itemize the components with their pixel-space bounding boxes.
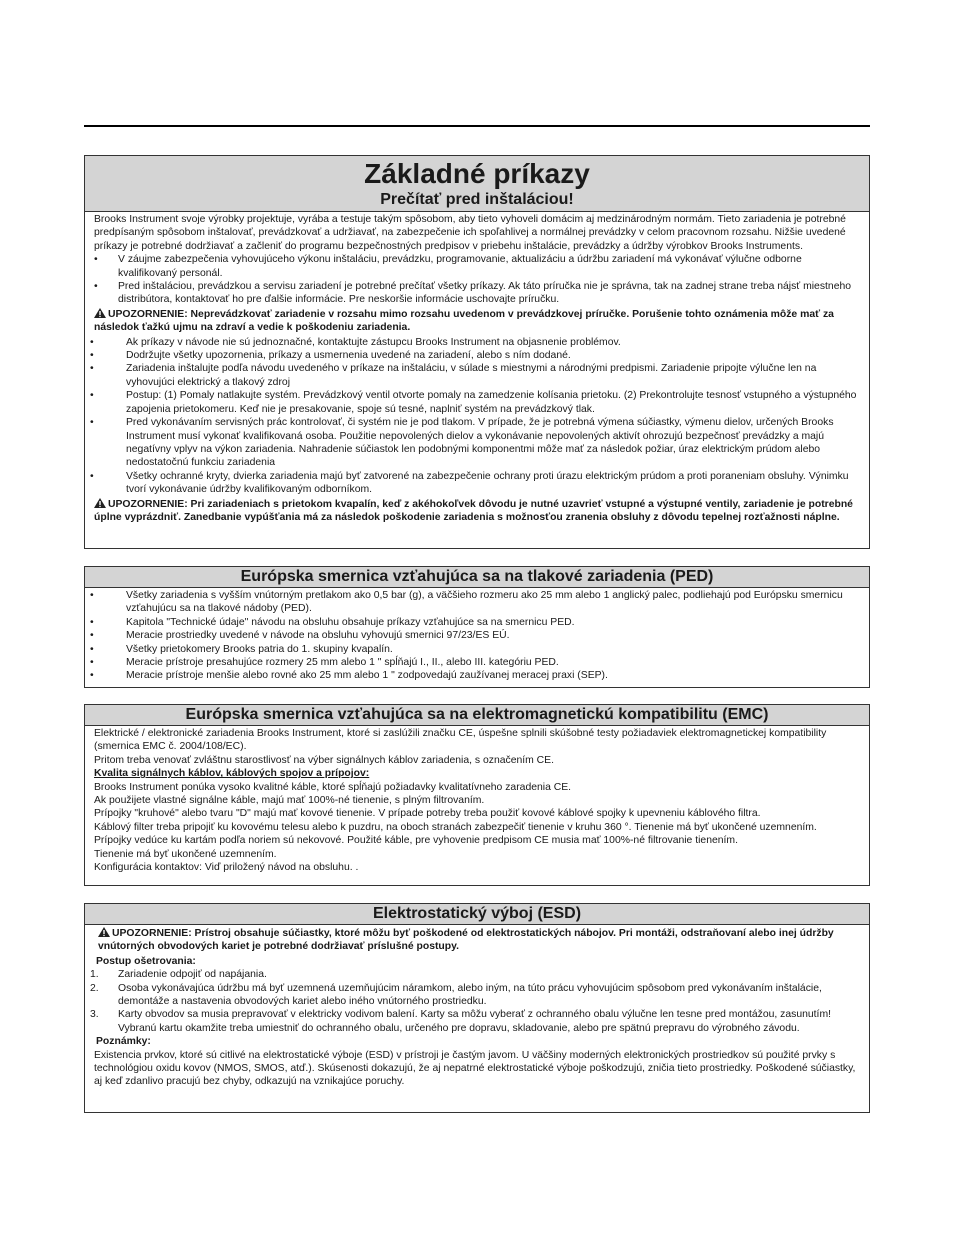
emc-line: Elektrické / elektronické zariadenia Brooks Instrument, ktoré si zaslúžili značku CE, úspešne splnili skúšobné testy požiadaviek elektromagnetickej kompatibility (smernica EMC č. 2004/108/EC). — [94, 728, 827, 753]
bullet-icon: • — [90, 657, 94, 669]
emc-line: Tienenie má byť ukončené uzemnením. — [94, 848, 277, 860]
bullet-icon: • — [94, 254, 98, 266]
ped-header — [85, 567, 869, 588]
list-item: • Dodržujte všetky upozornenia, príkazy a usmernenia uvedené na zariadení, alebo s ním dodané. — [90, 350, 571, 362]
step-number: 2. — [90, 982, 99, 994]
esd-header — [85, 904, 869, 925]
emc-header — [85, 705, 869, 726]
warning-triangle-icon — [94, 308, 106, 318]
list-item: • Meracie prostriedky uvedené v návode na obsluhu vyhovujú smernici 97/23/ES EÚ. — [90, 630, 510, 642]
warning-triangle-icon — [98, 927, 110, 937]
list-item: 3. Karty obvodov sa musia prepravovať v elektricky vodivom balení. Karty sa môžu vyberať z ochranného obalu výlučne len tesne pred montážou, zasunutím! Vybranú kartu okamžite treba umiestniť do ochranného obalu, určeného pre dopravu, skladovanie, alebo pre spätnú prepravu do výrobného závodu. — [90, 1009, 831, 1034]
emc-subheading: Kvalita signálnych káblov, káblových spojov a prípojov: — [94, 768, 370, 780]
list-item: • Všetky prietokomery Brooks patria do 1. skupiny kvapalín. — [90, 643, 393, 655]
list-item: • Všetky zariadenia s vyšším vnútorným pretlakom ako 0,5 bar (g), a väčšieho rozmeru ako 25 mm alebo 1 anglický palec, podliehajú pod Európsku smernicu vzťahujúcu sa na tlakové nádoby (PED). — [90, 590, 843, 615]
emc-line: Ak použijete vlastné signálne káble, majú mať 100%-né tienenie, s plným filtrovaním. — [94, 795, 485, 807]
ped-title: Európska smernica vzťahujúca sa na tlakové zariadenia (PED) — [240, 568, 714, 585]
basic-instructions-body — [85, 212, 869, 528]
list-item: • Ak príkazy v návode nie sú jednoznačné, kontaktujte zástupcu Brooks Instrument na objasnenie problémov. — [90, 336, 621, 348]
list-item: • V záujme zabezpečenia vyhovujúceho výkonu inštaláciu, prevádzku, programovanie, aktualizáciu a údržbu zariadení má vykonávať výlučne odborne kvalifikovaný personál. — [94, 254, 802, 279]
top-rule — [84, 125, 870, 127]
emc-box — [84, 704, 870, 886]
step-number: 3. — [90, 1009, 99, 1021]
bullet-icon: • — [94, 281, 98, 293]
warning-notice: UPOZORNENIE: Pri zariadeniach s prietokom kvapalín, keď z akéhokoľvek dôvodu je nutné uzavrieť vstupné a výstupné ventily, zariadenie je potrebné úplne vyprázdniť. Zanedbanie vypúšťania má za následok poškodenie zariadenia s možnosťou zranenia obsluhy z dôvodu tepelnej rozťažnosti náplne. — [94, 498, 853, 523]
basic-intro: Brooks Instrument svoje výrobky projektuje, vyrába a testuje takým spôsobom, aby tieto vyhoveli domácim aj medzinárodným normám. Tieto zariadenia je potrebné predpísaným spôsobom inštalovať, prevádzkovať a udržiavať, na zabezpečenie ich spoľahlivej a normálnej prevádzky v celom pracovnom rozsahu. Nižšie uvedené príkazy je potrebné dodržiavať a začleniť do programu bezpečnostných predpisov v priebehu inštalácie, prevádzky a údržby výrobkov Brooks Instruments. — [94, 214, 846, 252]
procedure-label: Postup ošetrovania: — [96, 955, 196, 967]
bullet-icon: • — [90, 417, 94, 429]
bullet-icon: • — [90, 590, 94, 601]
list-item: • Zariadenia inštalujte podľa návodu uvedeného v príkaze na inštaláciu, v súlade s miestnymi a národnými predpismi. Zariadenie pripojte výlučne len na vyhovujúci elektrický a tlakový zdroj — [90, 363, 817, 388]
bullet-icon: • — [90, 643, 94, 655]
list-item: 1. Zariadenie odpojiť od napájania. — [90, 969, 267, 981]
basic-instructions-header — [85, 156, 869, 212]
emc-line: Brooks Instrument ponúka vysoko kvalitné káble, ktoré spĺňajú požiadavky kvalitatívneho zaradenia CE. — [94, 781, 572, 793]
notes-text: Existencia prvkov, ktoré sú citlivé na elektrostatické výboje (ESD) v prístroji je častým javom. U väčšiny moderných elektronických prostriedkov sú použité prvky s technológiou oxidu kovov (NMOS, SMOS, atď.). Skúsenosti dokazujú, že aj nepatrné elektrostatické výboje poškodzujú, zničia tieto prostriedky. Poškodené súčiastky, aj keď zdanlivo pracujú bez chyby, odkazujú na vznikajúce poruchy. — [94, 1049, 856, 1088]
bullet-icon: • — [90, 390, 94, 402]
emc-line: Prípojky "kruhové" alebo tvaru "D" majú mať kovové tienenie. V prípade potreby treba použiť kovové káblové spojky k upevneniu káblového filtra. — [94, 808, 761, 820]
emc-body — [85, 726, 869, 877]
warning-notice: UPOZORNENIE: Prístroj obsahuje súčiastky, ktoré môžu byť poškodené od elektrostatických nábojov. Pri montáži, odstraňovaní alebo inej údržby vnútorných obvodových kariet je potrebné dodržiavať príslušné postupy. — [98, 928, 834, 953]
emc-line: Konfigurácia kontaktov: Viď priložený návod na obsluhu. . — [94, 862, 359, 874]
esd-title: Elektrostatický výboj (ESD) — [372, 905, 582, 922]
esd-box — [84, 903, 870, 1113]
list-item: • Kapitola "Technické údaje" návodu na obsluhu obsahuje príkazy vzťahujúce sa na smernicu PED. — [90, 616, 575, 628]
emc-line: Káblový filter treba pripojiť ku kovovému telesu alebo k puzdru, na oboch stranách zabezpečiť tienenie v kruhu 360 °. Tienenie má byť ukončené uzemnením. — [94, 821, 817, 833]
list-item: • Pred inštaláciou, prevádzkou a servisu zariadení je potrebné prečítať všetky príkazy. Ak táto príručka nie je správna, tak na zadnej strane treba nájsť miestneho distribútora, kontaktovať ho pre ďalšie informácie. Pre neskoršie informácie uschovajte príručku. — [94, 281, 852, 306]
list-item: • Všetky ochranné kryty, dvierka zariadenia majú byť zatvorené na zabezpečenie ochrany proti úrazu elektrickým prúdom a proti poraneniam obsluhy. Výnimku tvorí vykonávanie údržby kvalifikovaným odborníkom. — [90, 470, 849, 496]
bullet-icon: • — [90, 363, 94, 375]
bullet-icon: • — [90, 336, 94, 348]
step-number: 1. — [90, 969, 99, 981]
page-subtitle: Prečítať pred inštaláciou! — [380, 191, 574, 208]
bullet-icon: • — [90, 630, 94, 642]
bullet-icon: • — [90, 350, 94, 362]
ped-box — [84, 566, 870, 688]
ped-body — [85, 588, 869, 686]
list-item: • Postup: (1) Pomaly natlakujte systém. Prevádzkový ventil otvorte pomaly na zamedzenie kolísania prietoku. (2) Prekontrolujte tesnosť vstupného a výstupného zapojenia prietokomeru. Keď nie je presakovanie, spoje sú tesné, naplniť systém na prevádzkový tlak. — [90, 390, 857, 415]
list-item: • Pred vykonávaním servisných prác kontrolovať, či systém nie je pod tlakom. V prípade, že je potrebná výmena súčiastky, výmenu dielov, určených Brooks Instrument musí vykonať kvalifikovaná osoba. Použitie nepovolených dielov a vykonávanie nepovolených aktivít ohrozujú bezpečnosť prevádzky a majú negatívny vplyv na výkon zariadenia. Nahradenie súčiastok len podobnými komponentmi môže mať za následok požiar, úraz elektrickým prúdom alebo nedostatočnú funkciu zariadenia — [90, 417, 834, 469]
warning-triangle-icon — [94, 498, 106, 508]
warning-notice: UPOZORNENIE: Neprevádzkovať zariadenie v rozsahu mimo rozsahu uvedenom v prevádzkovej príručke. Porušenie tohto oznámenia môže mať za následok ťažkú ujmu na zdraví a vedie k poškodeniu zariadenia. — [94, 308, 834, 334]
bullet-icon: • — [90, 470, 94, 482]
basic-instructions-box — [84, 155, 870, 549]
emc-line: Pritom treba venovať zvláštnu starostlivosť na výber signálnych káblov zariadenia, s označením CE. — [94, 754, 555, 766]
notes-label: Poznámky: — [96, 1036, 151, 1048]
list-item: • Meracie prístroje presahujúce rozmery 25 mm alebo 1 " spĺňajú I., II., alebo III. kategóriu PED. — [90, 657, 559, 669]
esd-body — [85, 925, 869, 1092]
emc-title: Európska smernica vzťahujúca sa na elektromagnetickú kompatibilitu (EMC) — [185, 706, 769, 723]
page-title: Základné príkazy — [364, 158, 590, 189]
bullet-icon: • — [90, 616, 94, 628]
list-item: • Meracie prístroje menšie alebo rovné ako 25 mm alebo 1 " zodpovedajú zaužívanej meracej praxi (SEP). — [90, 670, 608, 682]
bullet-icon: • — [90, 670, 94, 682]
emc-line: Prípojky vedúce ku kartám podľa noriem sú nekovové. Použité káble, pre vyhovenie predpisom CE musia mať 100%-né filtrovanie tienením. — [94, 835, 738, 847]
list-item: 2. Osoba vykonávajúca údržbu má byť uzemnená uzemňujúcim náramkom, alebo iným, na túto prácu vyhovujúcim spôsobom pred vykonávaním inštalácie, demontáže a nastavenia obvodových kariet alebo iného vnútorného prostriedku. — [90, 982, 822, 1008]
